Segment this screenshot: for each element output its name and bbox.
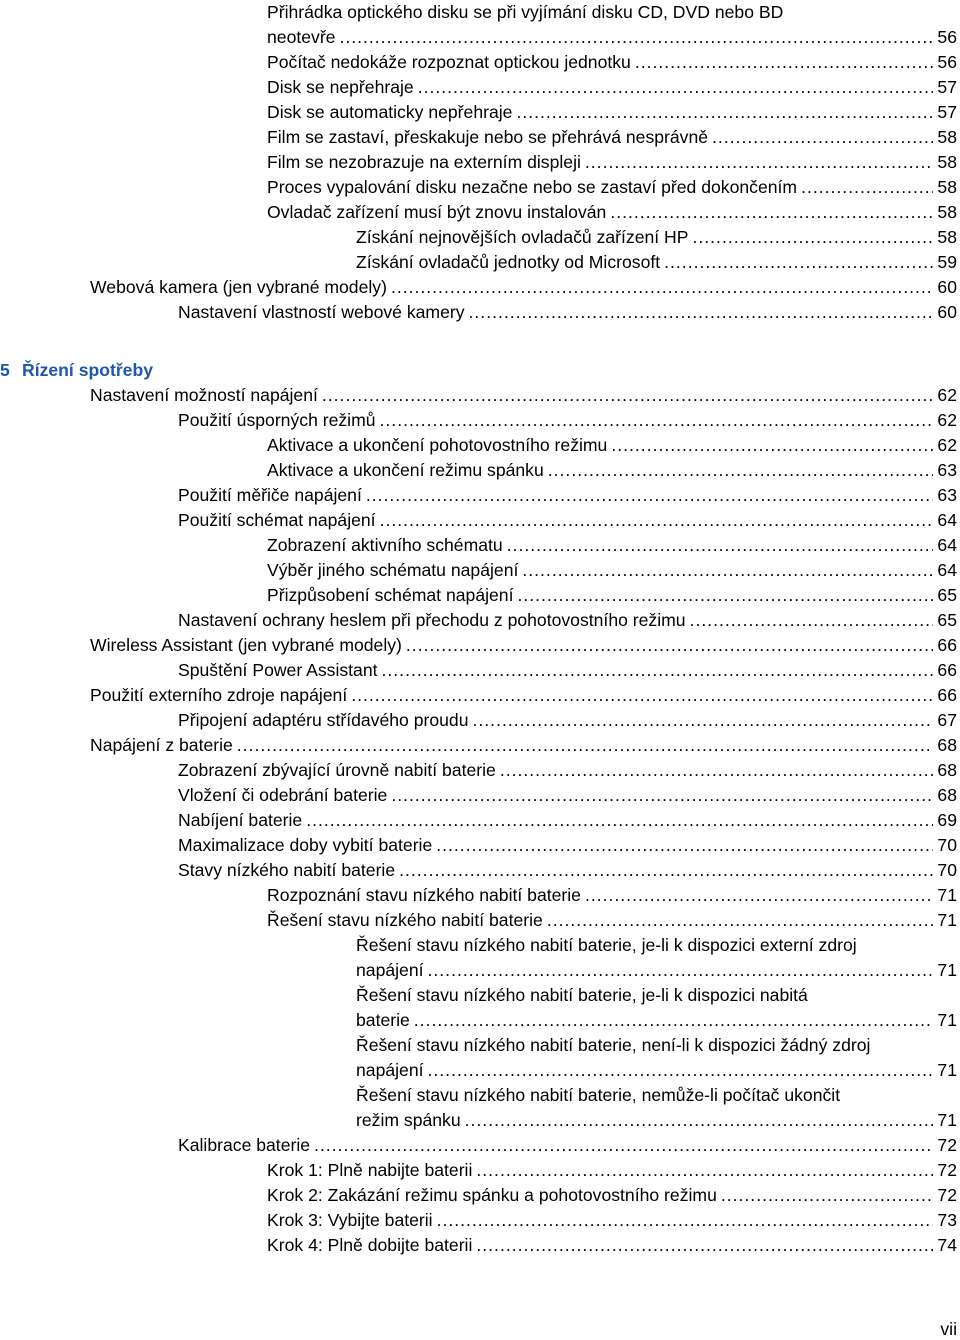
toc-entry-page: 56 [937, 27, 957, 47]
toc-entry-title: napájení [356, 1060, 424, 1080]
toc-entry-title-line1: Řešení stavu nízkého nabití baterie, nemůže-li počítač ukončit [356, 1085, 841, 1105]
toc-entry-page: 58 [937, 152, 957, 172]
dot-leader [351, 683, 933, 708]
toc-entry[interactable] [267, 1183, 957, 1208]
toc-entry-title: Rozpoznání stavu nízkého nabití baterie [267, 885, 581, 905]
toc-entry-page: 62 [937, 385, 957, 405]
toc-entry-title-line1: Řešení stavu nízkého nabití baterie, je-li k dispozici externí zdroj [356, 935, 857, 955]
dot-leader [610, 200, 933, 225]
toc-entry[interactable] [267, 50, 957, 75]
toc-entry-title: Vložení či odebrání baterie [178, 785, 388, 805]
toc-entry[interactable] [90, 383, 957, 408]
toc-entry[interactable] [178, 608, 957, 633]
toc-entry-page: 72 [937, 1160, 957, 1180]
toc-entry[interactable] [178, 408, 957, 433]
toc-entry-page: 58 [937, 202, 957, 222]
dot-leader [322, 383, 934, 408]
dot-leader [801, 175, 933, 200]
toc-entry[interactable] [267, 558, 957, 583]
dot-leader [712, 125, 933, 150]
dot-leader [366, 483, 934, 508]
toc-entry-title-line1: Řešení stavu nízkého nabití baterie, není-li k dispozici žádný zdroj [356, 1035, 871, 1055]
toc-entry-title: Získání nejnovějších ovladačů zařízení HP [356, 227, 689, 247]
dot-leader [547, 908, 934, 933]
toc-entry-title: Krok 2: Zakázání režimu spánku a pohotovostního režimu [267, 1185, 717, 1205]
toc-entry-title: Nastavení ochrany heslem při přechodu z pohotovostního režimu [178, 610, 686, 630]
toc-entry-page: 66 [937, 635, 957, 655]
toc-entry[interactable] [356, 250, 957, 275]
dot-leader [436, 833, 933, 858]
toc-entry-page: 60 [937, 277, 957, 297]
dot-leader [476, 1233, 933, 1258]
toc-entry-title: Zobrazení aktivního schématu [267, 535, 503, 555]
toc-entry[interactable] [178, 508, 957, 533]
toc-entry-page: 70 [937, 860, 957, 880]
toc-entry-page: 68 [937, 760, 957, 780]
toc-entry-page: 58 [937, 227, 957, 247]
toc-entry-page: 74 [937, 1235, 957, 1255]
dot-leader [548, 458, 934, 483]
toc-entry[interactable] [267, 908, 957, 933]
toc-entry[interactable] [178, 833, 957, 858]
dot-leader [428, 958, 934, 983]
dot-leader [314, 1133, 933, 1158]
toc-entry-title: Disk se nepřehraje [267, 77, 414, 97]
toc-entry[interactable] [267, 175, 957, 200]
dot-leader [635, 50, 934, 75]
toc-entry-page: 64 [937, 510, 957, 530]
toc-entry-title: napájení [356, 960, 424, 980]
toc-entry[interactable] [267, 583, 957, 608]
dot-leader [473, 708, 934, 733]
toc-entry-title: Použití schémat napájení [178, 510, 376, 530]
toc-entry-page: 69 [937, 810, 957, 830]
toc-entry-page: 68 [937, 735, 957, 755]
toc-entry-title: Maximalizace doby vybití baterie [178, 835, 433, 855]
toc-entry-title: Nastavení možností napájení [90, 385, 318, 405]
toc-entry-title-line1: Přihrádka optického disku se při vyjímání disku CD, DVD nebo BD [267, 2, 784, 22]
toc-entry-title: Proces vypalování disku nezačne nebo se zastaví před dokončením [267, 177, 798, 197]
dot-leader [465, 1108, 934, 1133]
toc-entry-title: Nabíjení baterie [178, 810, 303, 830]
toc-entry[interactable] [356, 983, 957, 1033]
toc-entry[interactable] [90, 633, 957, 658]
dot-leader [339, 25, 933, 50]
toc-entry-title: Film se nezobrazuje na externím displeji [267, 152, 581, 172]
toc-entry[interactable] [90, 683, 957, 708]
toc-entry-page: 57 [937, 102, 957, 122]
toc-entry[interactable] [267, 100, 957, 125]
dot-leader [721, 1183, 934, 1208]
dot-leader [507, 533, 934, 558]
toc-entry-title: Získání ovladačů jednotky od Microsoft [356, 252, 661, 272]
toc-entry-title: Řešení stavu nízkého nabití baterie [267, 910, 543, 930]
toc-entry-page: 58 [937, 177, 957, 197]
toc-entry-title: Nastavení vlastností webové kamery [178, 302, 465, 322]
toc-entry[interactable] [178, 658, 957, 683]
dot-leader [414, 1008, 934, 1033]
toc-entry[interactable] [267, 125, 957, 150]
dot-leader [664, 250, 933, 275]
toc-entry-title: Použití externího zdroje napájení [90, 685, 348, 705]
toc-entry-title: Použití úsporných režimů [178, 410, 376, 430]
toc-entry[interactable] [267, 433, 957, 458]
dot-leader [693, 225, 934, 250]
toc-entry-page: 71 [937, 960, 957, 980]
toc-entry[interactable] [356, 225, 957, 250]
toc-entry[interactable] [267, 75, 957, 100]
toc-entry-title: Krok 3: Vybijte baterii [267, 1210, 433, 1230]
dot-leader [399, 858, 933, 883]
toc-entry-title: Krok 1: Plně nabijte baterii [267, 1160, 473, 1180]
toc-entry[interactable] [267, 458, 957, 483]
dot-leader [585, 883, 933, 908]
toc-entry-page: 72 [937, 1135, 957, 1155]
dot-leader [382, 658, 934, 683]
toc-entry-page: 65 [937, 585, 957, 605]
dot-leader [516, 100, 933, 125]
toc-entry-page: 68 [937, 785, 957, 805]
toc-entry[interactable] [90, 733, 957, 758]
toc-entry-title: Výběr jiného schématu napájení [267, 560, 519, 580]
toc-entry-title: Stavy nízkého nabití baterie [178, 860, 396, 880]
dot-leader [406, 633, 934, 658]
toc-entry-page: 57 [937, 77, 957, 97]
chapter-heading[interactable] [0, 358, 153, 383]
toc-entry-page: 73 [937, 1210, 957, 1230]
page-number-footer: vii [940, 1319, 957, 1339]
toc-entry-page: 71 [937, 910, 957, 930]
toc-entry-title: Kalibrace baterie [178, 1135, 311, 1155]
dot-leader [391, 275, 933, 300]
toc-entry-page: 67 [937, 710, 957, 730]
toc-entry[interactable] [90, 275, 957, 300]
toc-entry[interactable] [178, 808, 957, 833]
dot-leader [306, 808, 933, 833]
toc-entry-page: 65 [937, 610, 957, 630]
toc-entry-title: režim spánku [356, 1110, 461, 1130]
toc-entry-page: 58 [937, 127, 957, 147]
toc-entry-title: Počítač nedokáže rozpoznat optickou jednotku [267, 52, 631, 72]
toc-entry[interactable] [267, 1233, 957, 1258]
toc-entry[interactable] [267, 883, 957, 908]
dot-leader [418, 75, 934, 100]
toc-entry-title: Wireless Assistant (jen vybrané modely) [90, 635, 402, 655]
toc-entry-title: Aktivace a ukončení režimu spánku [267, 460, 544, 480]
toc-entry-page: 72 [937, 1185, 957, 1205]
toc-entry-title: Použití měřiče napájení [178, 485, 362, 505]
toc-entry-page: 66 [937, 660, 957, 680]
toc-entry-title: Disk se automaticky nepřehraje [267, 102, 513, 122]
toc-entry-page: 63 [937, 485, 957, 505]
toc-entry-title: Spuštění Power Assistant [178, 660, 378, 680]
toc-entry-title: Film se zastaví, přeskakuje nebo se přehrává nesprávně [267, 127, 709, 147]
toc-entry-page: 63 [937, 460, 957, 480]
toc-entry[interactable] [356, 1083, 957, 1133]
dot-leader [380, 508, 934, 533]
toc-entry[interactable] [178, 783, 957, 808]
toc-entry-page: 66 [937, 685, 957, 705]
toc-entry-title: Přizpůsobení schémat napájení [267, 585, 514, 605]
toc-entry-title: baterie [356, 1010, 410, 1030]
dot-leader [517, 583, 933, 608]
toc-entry[interactable] [267, 200, 957, 225]
toc-entry-title: Ovladač zařízení musí být znovu instalován [267, 202, 607, 222]
toc-entry-page: 59 [937, 252, 957, 272]
dot-leader [585, 150, 934, 175]
toc-entry[interactable] [267, 1158, 957, 1183]
dot-leader [611, 433, 933, 458]
toc-entry-title: Webová kamera (jen vybrané modely) [90, 277, 387, 297]
toc-entry[interactable] [178, 758, 957, 783]
toc-entry[interactable] [178, 858, 957, 883]
toc-entry[interactable] [356, 1033, 957, 1083]
toc-entry-page: 60 [937, 302, 957, 322]
toc-entry-page: 71 [937, 885, 957, 905]
toc-entry-page: 70 [937, 835, 957, 855]
toc-entry-title: Připojení adaptéru střídavého proudu [178, 710, 469, 730]
toc-entry[interactable] [267, 150, 957, 175]
toc-entry-title: Zobrazení zbývající úrovně nabití baterie [178, 760, 496, 780]
chapter-title: Řízení spotřeby [22, 360, 153, 380]
toc-entry-title: neotevře [267, 27, 336, 47]
toc-entry[interactable] [178, 300, 957, 325]
toc-entry-page: 62 [937, 435, 957, 455]
dot-leader [380, 408, 934, 433]
dot-leader [522, 558, 933, 583]
dot-leader [237, 733, 934, 758]
toc-entry-page: 62 [937, 410, 957, 430]
toc-entry-page: 64 [937, 535, 957, 555]
toc-entry[interactable] [178, 483, 957, 508]
toc-entry-page: 64 [937, 560, 957, 580]
toc-entry[interactable] [356, 933, 957, 983]
toc-entry-title-line1: Řešení stavu nízkého nabití baterie, je-li k dispozici nabitá [356, 985, 808, 1005]
toc-entry[interactable] [267, 1208, 957, 1233]
toc-entry-page: 71 [937, 1010, 957, 1030]
toc-entry-page: 56 [937, 52, 957, 72]
toc-entry[interactable] [178, 1133, 957, 1158]
toc-entry[interactable] [267, 0, 957, 50]
toc-entry-page: 71 [937, 1110, 957, 1130]
dot-leader [469, 300, 934, 325]
toc-entry-page: 71 [937, 1060, 957, 1080]
toc-entry-title: Krok 4: Plně dobijte baterii [267, 1235, 473, 1255]
toc-entry-title: Napájení z baterie [90, 735, 233, 755]
toc-entry-title: Aktivace a ukončení pohotovostního režimu [267, 435, 608, 455]
dot-leader [391, 783, 933, 808]
dot-leader [476, 1158, 933, 1183]
dot-leader [437, 1208, 934, 1233]
chapter-number: 5 [0, 360, 10, 380]
dot-leader [690, 608, 934, 633]
dot-leader [500, 758, 934, 783]
toc-entry[interactable] [267, 533, 957, 558]
toc-entry[interactable] [178, 708, 957, 733]
dot-leader [428, 1058, 934, 1083]
